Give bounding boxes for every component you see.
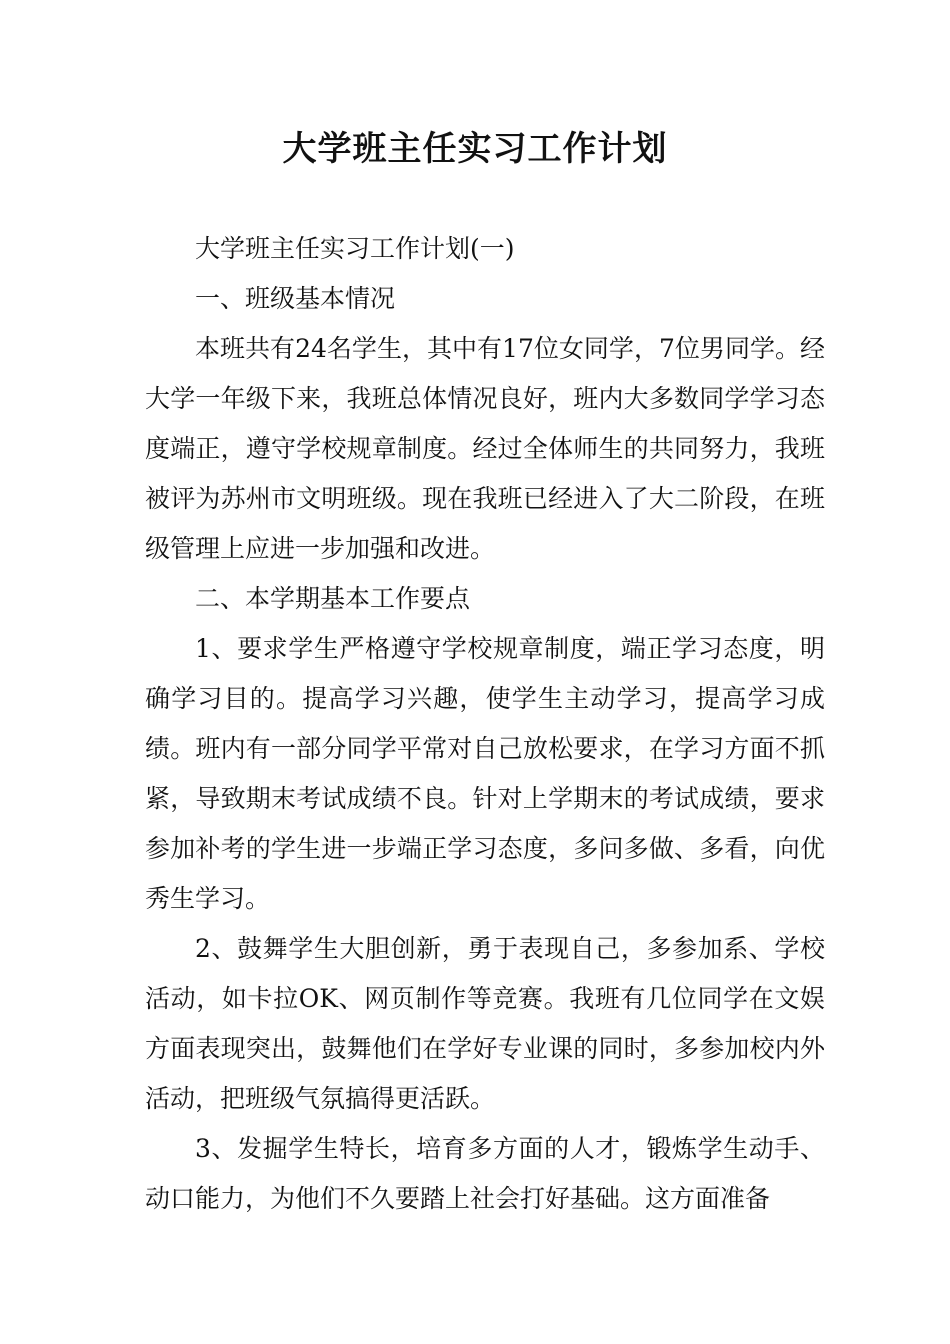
section-heading-2: 二、本学期基本工作要点 (195, 584, 471, 613)
paragraph-point-1: 1、要求学生严格遵守学校规章制度，端正学习态度，明确学习目的。提高学习兴趣，使学生主动学习，提高学习成绩。班内有一部分同学平常对自己放松要求，在学习方面不抓紧，导致期末考试成绩不良。针对上学期末的考试成绩，要求参加补考的学生进一步端正学习态度，多问多做、多看，向优秀生学习。 (145, 634, 825, 913)
paragraph-point-3: 3、发掘学生特长，培育多方面的人才，锻炼学生动手、动口能力，为他们不久要踏上社会打好基础。这方面准备 (145, 1134, 825, 1213)
subtitle-paragraph: 大学班主任实习工作计划(一) (195, 234, 515, 263)
section-heading-1: 一、班级基本情况 (195, 284, 396, 313)
paragraph-point-2: 2、鼓舞学生大胆创新，勇于表现自己，多参加系、学校活动，如卡拉OK、网页制作等竞赛。我班有几位同学在文娱方面表现突出，鼓舞他们在学好专业课的同时，多参加校内外活动，把班级气氛搞得更活跃。 (145, 934, 825, 1113)
document-body (145, 224, 825, 1224)
paragraph-class-situation: 本班共有24名学生，其中有17位女同学，7位男同学。经大学一年级下来，我班总体情况良好，班内大多数同学学习态度端正，遵守学校规章制度。经过全体师生的共同努力，我班被评为苏州市文明班级。现在我班已经进入了大二阶段，在班级管理上应进一步加强和改进。 (145, 334, 825, 563)
document-title: 大学班主任实习工作计划 (282, 129, 668, 169)
